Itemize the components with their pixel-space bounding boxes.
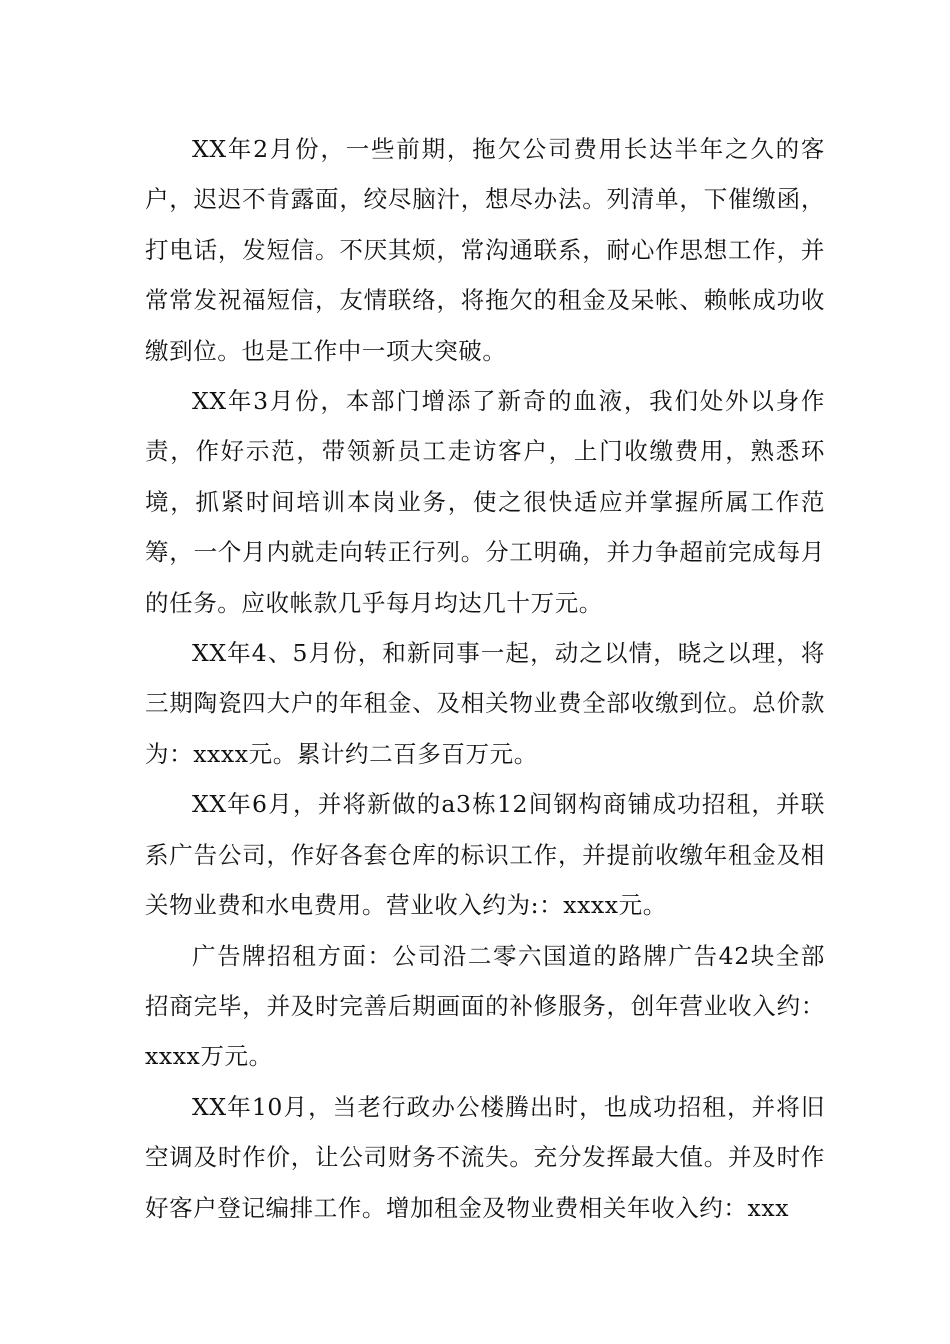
paragraph-october: XX年10月，当老行政办公楼腾出时，也成功招租，并将旧空调及时作价，让公司财务不流失。充分发挥最大值。并及时作好客户登记编排工作。增加租金及物业费相关年收入约：xxx <box>145 1092 825 1222</box>
paragraph-april-may: XX年4、5月份，和新同事一起，动之以情，晓之以理，将三期陶瓷四大户的年租金、及相关物业费全部收缴到位。总价款为：xxxx元。累计约二百多百万元。 <box>145 639 825 768</box>
paragraph-march: XX年3月份，本部门增添了新奇的血液，我们处外以身作责，作好示范，带领新员工走访客户，上门收缴费用，熟悉环境，抓紧时间培训本岗业务，使之很快适应并掌握所属工作范筹，一个月内就走向转正行列。分工明确，并力争超前完成每月的任务。应收帐款几乎每月均达几十万元。 <box>145 387 825 617</box>
paragraph-billboard: 广告牌招租方面：公司沿二零六国道的路牌广告42块全部招商完毕，并及时完善后期画面的补修服务，创年营业收入约：xxxx万元。 <box>145 941 825 1071</box>
paragraph-june: XX年6月，并将新做的a3栋12间钢构商铺成功招租，并联系广告公司，作好各套仓库的标识工作，并提前收缴年租金及相关物业费和水电费用。营业收入约为:：xxxx元。 <box>145 790 825 920</box>
document-body <box>145 124 825 1233</box>
paragraph-february: XX年2月份，一些前期，拖欠公司费用长达半年之久的客户，迟迟不肯露面，绞尽脑汁，想尽办法。列清单，下催缴函，打电话，发短信。不厌其烦，常沟通联系，耐心作思想工作，并常常发祝福短信，友情联络，将拖欠的租金及呆帐、赖帐成功收缴到位。也是工作中一项大突破。 <box>145 135 825 365</box>
